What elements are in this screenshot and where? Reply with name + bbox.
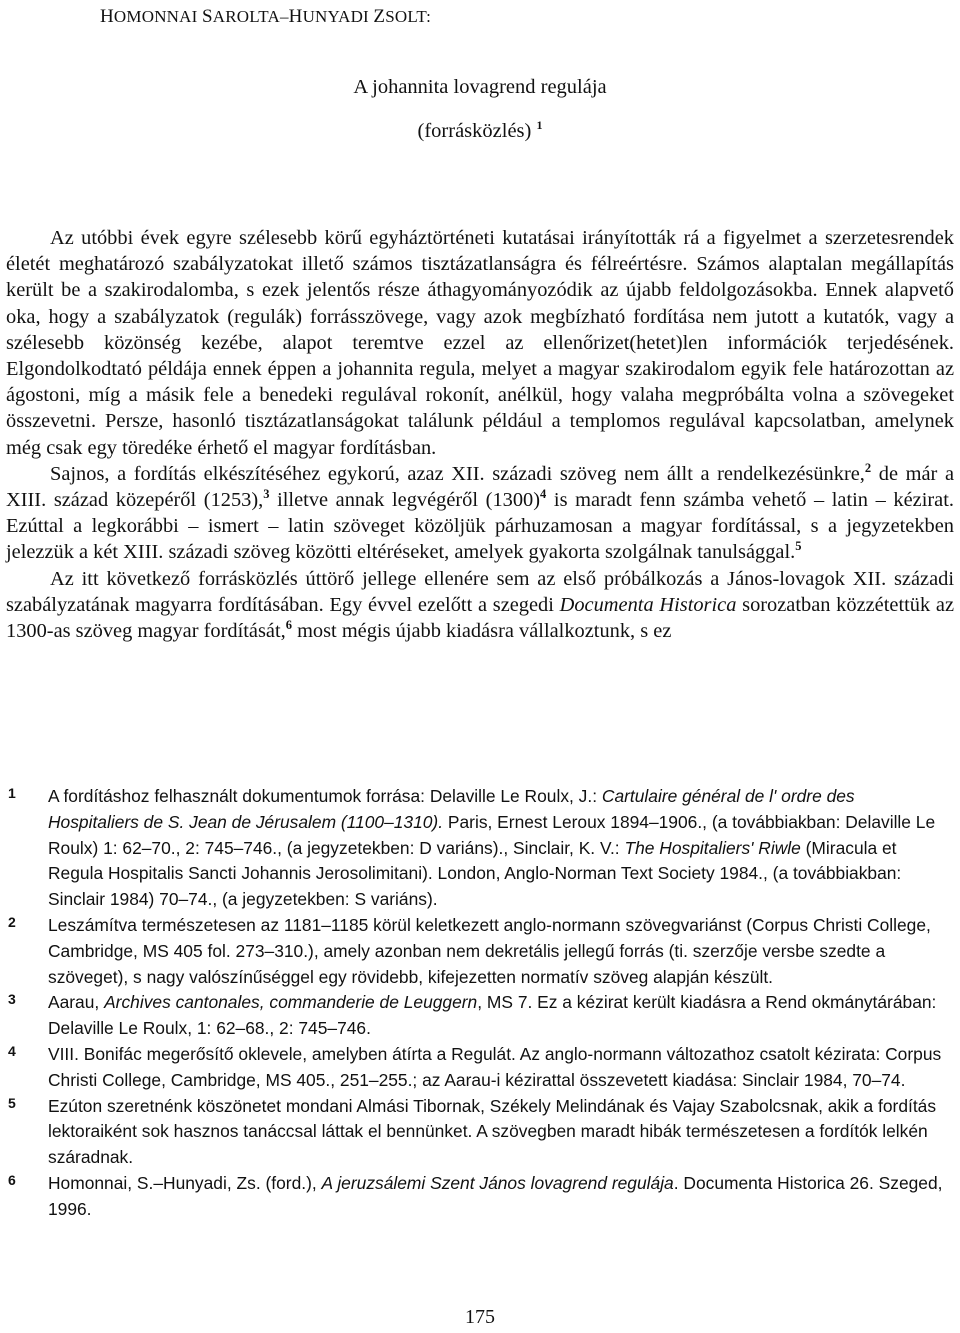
footnote-text xyxy=(48,784,948,913)
footnote-1-italic-1: Cartulaire général de l' ordre des Hospitaliers de S. Jean de Jérusalem (1100–1310). xyxy=(48,786,855,832)
footnote-1-c: (Miracula et Regula Hospitalis Sancti Johannis Jerosolimitani). London, Anglo-Norman Text Society 1984., (a továbbiakban: Sinclair 1984) 70–74., (a jegyzetekben: S variáns). xyxy=(48,837,902,910)
author1-rest: OMONNAI xyxy=(113,7,198,26)
footnote-2 xyxy=(8,913,948,990)
paragraph-3-text-a: Az itt következő forrásközlés úttörő jellege ellenére sem az első próbálkozás a János-lovagok XII. századi szabályzatának magyarra fordításában. Egy évvel ezelőtt a szegedi xyxy=(6,567,954,616)
footnote-6-italic-1: A jeruzsálemi Szent János lovagrend regulája xyxy=(321,1172,674,1193)
running-header xyxy=(100,6,431,28)
author1-given-initial: S xyxy=(201,6,213,27)
paragraph-2 xyxy=(6,461,954,566)
author2-given-initial: Z xyxy=(373,6,386,27)
paragraph-3-text-b: sorozatban közzétettük az 1300-as szöveg magyar fordítását, xyxy=(6,593,954,643)
footnote-number: 3 xyxy=(8,991,16,1008)
footnote-number: 6 xyxy=(8,1171,16,1188)
body-text xyxy=(6,225,954,644)
author1-initial: H xyxy=(100,6,114,27)
footnote-ref-6[interactable]: 6 xyxy=(285,618,292,633)
footnote-5-a: Ezúton szeretnénk köszönetet mondani Almási Tibornak, Székely Melindának és Vajay Szabolcsnak, akik a fordítás lektoraiként sok hasznos tanáccsal láttak el bennünket. A szövegben maradt hibák természetesen a fordítók lelkén száradnak. xyxy=(48,1095,937,1168)
footnote-3-a: Aarau, xyxy=(48,992,105,1013)
author2-initial: H xyxy=(288,6,303,27)
subtitle-text: (forrásközlés) xyxy=(417,120,532,142)
author1-given-rest: AROLTA xyxy=(212,7,280,26)
paragraph-2-text-b: de már a XIII. század közepéről (1253), xyxy=(6,462,954,512)
footnote-6-a: Homonnai, S.–Hunyadi, Zs. (ford.), xyxy=(48,1172,322,1193)
footnote-ref-5[interactable]: 5 xyxy=(795,539,802,554)
footnote-6-b: . Documenta Historica 26. Szeged, 1996. xyxy=(48,1172,943,1219)
footnote-text xyxy=(48,1042,948,1094)
article-subtitle xyxy=(0,118,960,143)
footnote-ref-2[interactable]: 2 xyxy=(864,460,872,475)
footnote-text xyxy=(48,1171,948,1223)
footnote-5 xyxy=(8,1094,948,1171)
paragraph-2-text-c: illetve annak legvégéről (1300) xyxy=(269,489,541,512)
footnote-1-b: Paris, Ernest Leroux 1894–1906., (a továbbiakban: Delaville Le Roulx) 1: 62–70., 2: 745–746., (a jegyzetekben: D variáns)., Sinclair, K. V.: xyxy=(48,811,936,858)
footnote-2-a: Leszámítva természetesen az 1181–1185 körül keletkezett anglo-normann szövegvariánst (Corpus Christi College, Cambridge, MS 405 fol. 273–310.), amely azonban nem dekretális jellegű forrás (ti. szerzője versbe szedte a szöveget), s nagy valószínűséggel egy rövidebb, kifejezetten normatív szöveg alapján készült. xyxy=(48,914,931,987)
article-title: A johannita lovagrend regulája xyxy=(353,76,607,98)
footnote-4 xyxy=(8,1042,948,1094)
paragraph-3-italic: Documenta Historica xyxy=(559,593,737,616)
paragraph-2-text-d: is maradt fenn számba vehető – latin – kézirat. Ezúttal a legkorábbi – ismert – latin szöveget közöljük párhuzamosan a magyar fordítással, s a jegyzetekben jelezzük a két XIII. századi szöveg közötti eltéréseket, amelyek gyakorta szolgálnak tanulsággal. xyxy=(6,489,954,564)
footnotes xyxy=(8,784,948,1223)
footnote-number: 5 xyxy=(8,1094,16,1111)
author2-given-rest: SOLT xyxy=(385,7,427,26)
footnote-1-a: A fordításhoz felhasznált dokumentumok forrása: Delaville Le Roulx, J.: xyxy=(48,786,602,806)
header-separator: – xyxy=(279,7,289,26)
footnote-text xyxy=(48,1094,948,1171)
footnote-text xyxy=(48,990,948,1042)
footnote-ref-4[interactable]: 4 xyxy=(540,487,547,502)
footnote-3-italic-1: Archives cantonales, commanderie de Leuggern xyxy=(104,992,478,1013)
footnote-3-b: , MS 7. Ez a kézirat került kiadásra a Rend okmánytárában: Delaville Le Roulx, 1: 62–68., 2: 745–746. xyxy=(48,992,937,1039)
footnote-number: 2 xyxy=(8,913,16,930)
footnote-number: 1 xyxy=(8,785,16,801)
footnote-6 xyxy=(8,1171,948,1223)
paragraph-2-text-a: Sajnos, a fordítás elkészítéséhez egykorú, azaz XII. századi szöveg nem állt a rendelkezésünkre, xyxy=(50,462,865,485)
footnote-text xyxy=(48,913,948,990)
footnote-number: 4 xyxy=(8,1042,16,1059)
paragraph-3 xyxy=(6,566,954,645)
author2-rest: UNYADI xyxy=(302,7,369,26)
footnote-4-a: VIII. Bonifác megerősítő oklevele, amelyben átírta a Regulát. Az anglo-normann változathoz csatolt kézirata: Corpus Christi College, Cambridge, MS 405., 251–255.; az Aarau-i kézirattal összevetett kiadása: Sinclair 1984, 70–74. xyxy=(48,1043,942,1090)
footnote-1-italic-2: The Hospitaliers' Riwle xyxy=(624,837,801,858)
footnote-3 xyxy=(8,990,948,1042)
footnote-ref-1[interactable]: 1 xyxy=(536,118,543,132)
paragraph-1: Az utóbbi évek egyre szélesebb körű egyháztörténeti kutatásai irányították rá a figyelmet a szerzetesrendek életét meghatározó szabályzatokat illető számos tisztázatlanságra és félreértésre. Számos alaptalan megállapítás került be a szakirodalomba, s ezek jelentős része áthagyományozódik az újabb feldolgozásokba. Ennek alapvető oka, hogy a szabályzatok (regulák) forrásszövege, vagy azok megbízható fordítása nem jutott a kutatók, vagy a szélesebb közönség kezébe, alapot teremtve ezzel az ellenőrizet(hetet)len információk terjedésének. Elgondolkodtató példája ennek éppen a johannita regula, melyet a magyar szakirodalom egyik fele határozottan az ágostoni, míg a másik fele a benedeki regulával rokonít, anélkül, hogy valaha megpróbálta volna a szövegeket összevetni. Persze, hasonló tisztázatlanságokat találunk például a templomos regulával kapcsolatban, amelynek még csak egy töredéke érhető el magyar fordításban. xyxy=(6,227,954,459)
footnote-1 xyxy=(8,784,948,913)
paragraph-3-text-c: most mégis újabb kiadásra vállalkoztunk, s ez xyxy=(291,620,672,643)
page-number: 175 xyxy=(465,1306,495,1328)
header-trailing: : xyxy=(426,7,432,26)
footnote-ref-3[interactable]: 3 xyxy=(263,487,270,502)
